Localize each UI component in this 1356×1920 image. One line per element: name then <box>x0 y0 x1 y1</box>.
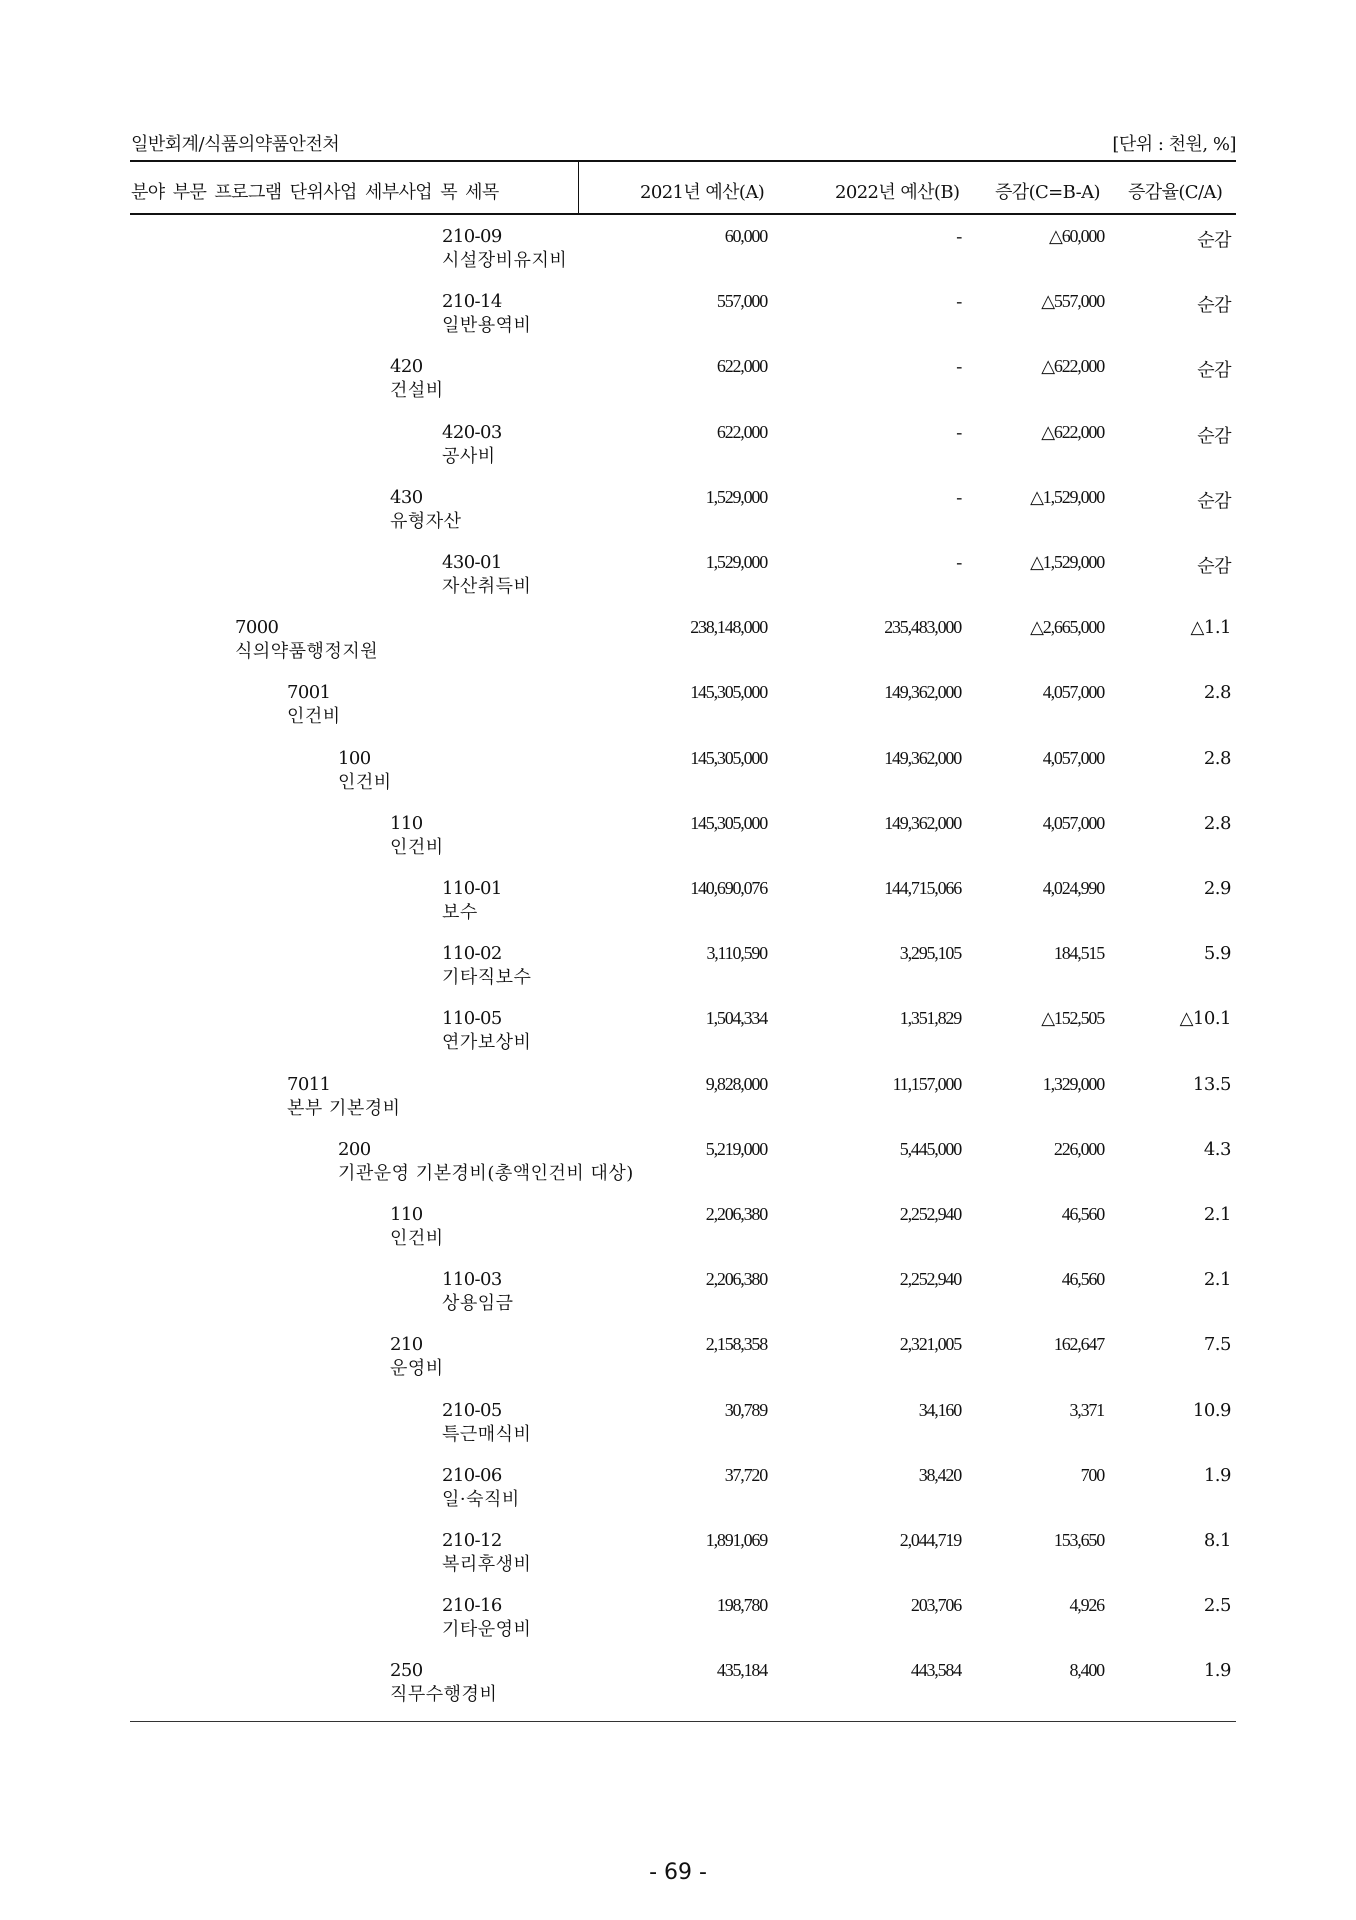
row-name: 인건비 <box>338 771 392 793</box>
table-top-rule <box>130 160 1236 162</box>
row-code: 110 <box>390 812 423 834</box>
row-2022-budget: 235,483,000 <box>884 617 961 638</box>
table-row <box>0 1269 1356 1329</box>
row-2022-budget: 11,157,000 <box>892 1073 961 1094</box>
row-2021-budget: 557,000 <box>716 291 767 312</box>
row-change-rate: 2.1 <box>1203 1204 1231 1225</box>
row-2022-budget: 1,351,829 <box>899 1008 961 1029</box>
row-2022-budget: - <box>956 356 961 377</box>
row-2022-budget: 2,252,940 <box>899 1269 961 1290</box>
row-code: 210 <box>390 1334 423 1356</box>
row-change-rate: 13.5 <box>1192 1073 1231 1095</box>
table-row <box>0 748 1356 808</box>
table-row <box>0 1530 1356 1590</box>
row-code: 250 <box>390 1660 423 1682</box>
row-difference: 3,371 <box>1069 1399 1104 1420</box>
row-difference: 4,057,000 <box>1042 747 1104 768</box>
row-difference: 46,560 <box>1061 1269 1104 1290</box>
row-name: 연가보상비 <box>442 1032 532 1054</box>
row-2021-budget: 145,305,000 <box>690 747 767 768</box>
row-2021-budget: 140,690,076 <box>690 878 767 898</box>
row-2022-budget: - <box>956 421 961 442</box>
row-difference: 1,329,000 <box>1042 1073 1104 1094</box>
row-change-rate: △1.1 <box>1190 617 1231 639</box>
row-name: 기타직보수 <box>442 967 532 989</box>
row-code: 200 <box>338 1138 371 1160</box>
row-name: 기타운영비 <box>442 1619 532 1641</box>
row-2021-budget: 145,305,000 <box>690 682 767 703</box>
row-2022-budget: - <box>956 291 961 312</box>
table-row <box>0 878 1356 938</box>
row-2022-budget: 2,252,940 <box>899 1204 961 1224</box>
row-2022-budget: 2,321,005 <box>899 1334 961 1355</box>
row-change-rate: 순감 <box>1197 230 1231 251</box>
row-difference: 226,000 <box>1053 1138 1104 1159</box>
table-row <box>0 1074 1356 1134</box>
row-code: 110 <box>390 1204 423 1225</box>
table-row <box>0 356 1356 416</box>
row-2021-budget: 2,158,358 <box>705 1334 767 1355</box>
table-row <box>0 1204 1356 1264</box>
row-2021-budget: 238,148,000 <box>690 617 767 638</box>
row-code: 210-14 <box>442 291 502 313</box>
row-change-rate: 순감 <box>1197 360 1231 382</box>
row-code: 210-12 <box>442 1530 502 1551</box>
row-change-rate: 순감 <box>1197 425 1231 447</box>
row-name: 특근매식비 <box>442 1423 532 1445</box>
row-2021-budget: 3,110,590 <box>706 943 767 964</box>
row-2021-budget: 435,184 <box>716 1660 767 1681</box>
row-difference: 4,057,000 <box>1042 682 1104 703</box>
table-row <box>0 552 1356 612</box>
row-change-rate: 5.9 <box>1203 943 1231 965</box>
table-row <box>0 1595 1356 1655</box>
row-name: 운영비 <box>390 1358 444 1380</box>
row-change-rate: 2.1 <box>1203 1269 1231 1291</box>
row-change-rate: 2.8 <box>1203 682 1231 704</box>
row-name: 보수 <box>442 902 478 923</box>
row-code: 7000 <box>235 617 279 639</box>
table-row <box>0 1660 1356 1720</box>
row-difference: 184,515 <box>1053 943 1104 964</box>
row-code: 110-05 <box>442 1008 502 1030</box>
row-change-rate: 2.8 <box>1203 747 1231 769</box>
table-row <box>0 1334 1356 1394</box>
row-change-rate: 8.1 <box>1203 1530 1231 1551</box>
row-2022-budget: 149,362,000 <box>884 682 961 703</box>
column-header-category: 분야 부문 프로그램 단위사업 세부사업 목 세목 <box>131 182 499 203</box>
row-name: 복리후생비 <box>442 1554 532 1575</box>
row-name: 일반용역비 <box>442 315 532 337</box>
row-difference: 162,647 <box>1053 1334 1104 1355</box>
row-2021-budget: 145,305,000 <box>690 812 767 833</box>
row-code: 210-09 <box>442 226 502 247</box>
table-bottom-rule <box>130 1721 1236 1722</box>
row-2021-budget: 5,219,000 <box>705 1138 767 1159</box>
row-code: 100 <box>338 747 371 769</box>
row-name: 인건비 <box>390 836 444 858</box>
row-difference: 4,024,990 <box>1042 878 1104 898</box>
row-change-rate: 2.5 <box>1203 1595 1231 1617</box>
row-2022-budget: 38,420 <box>918 1464 961 1485</box>
row-2021-budget: 2,206,380 <box>705 1204 767 1224</box>
row-difference: 153,650 <box>1053 1530 1104 1550</box>
row-2022-budget: 203,706 <box>910 1595 961 1616</box>
row-code: 110-02 <box>442 943 502 965</box>
row-code: 110-01 <box>442 878 502 899</box>
column-header-difference: 증감(C=B-A) <box>995 182 1100 203</box>
row-code: 110-03 <box>442 1269 502 1291</box>
row-2021-budget: 60,000 <box>724 226 767 246</box>
row-name: 기관운영 기본경비(총액인건비 대상) <box>338 1162 634 1184</box>
row-name: 식의약품행정지원 <box>235 641 379 663</box>
column-header-change-rate: 증감율(C/A) <box>1128 182 1223 203</box>
row-code: 420 <box>390 356 423 378</box>
row-name: 자산취득비 <box>442 576 532 597</box>
row-difference: △622,000 <box>1041 421 1104 442</box>
table-row <box>0 1139 1356 1199</box>
row-change-rate: 1.9 <box>1203 1464 1231 1486</box>
column-header-2021-budget: 2021년 예산(A) <box>640 182 765 203</box>
row-change-rate: 4.3 <box>1203 1138 1231 1160</box>
row-2022-budget: - <box>956 486 961 507</box>
row-code: 210-06 <box>442 1464 502 1486</box>
header-column-divider <box>578 161 579 213</box>
row-difference: △2,665,000 <box>1030 617 1104 638</box>
row-difference: △60,000 <box>1049 226 1104 246</box>
row-difference: △622,000 <box>1041 356 1104 377</box>
row-2021-budget: 9,828,000 <box>705 1073 767 1094</box>
row-difference: △557,000 <box>1041 291 1104 312</box>
row-difference: 700 <box>1080 1464 1104 1485</box>
row-2022-budget: 2,044,719 <box>899 1530 961 1550</box>
table-row <box>0 1465 1356 1525</box>
row-2021-budget: 622,000 <box>716 421 767 442</box>
column-header-2022-budget: 2022년 예산(B) <box>835 182 960 203</box>
row-name: 건설비 <box>390 380 444 402</box>
row-difference: 46,560 <box>1061 1204 1104 1224</box>
row-name: 시설장비유지비 <box>442 250 568 271</box>
table-row <box>0 617 1356 677</box>
table-row <box>0 422 1356 482</box>
row-2021-budget: 30,789 <box>724 1399 767 1420</box>
table-row <box>0 487 1356 547</box>
row-name: 인건비 <box>390 1228 444 1249</box>
row-2022-budget: 149,362,000 <box>884 812 961 833</box>
row-difference: 8,400 <box>1069 1660 1104 1681</box>
table-row <box>0 226 1356 286</box>
row-change-rate: 7.5 <box>1203 1334 1231 1356</box>
row-code: 210-05 <box>442 1399 502 1421</box>
row-difference: △152,505 <box>1041 1008 1104 1029</box>
section-title: 일반회계/식품의약품안전처 <box>131 134 340 155</box>
row-2021-budget: 37,720 <box>724 1464 767 1485</box>
table-row <box>0 943 1356 1003</box>
row-2022-budget: 3,295,105 <box>899 943 961 964</box>
table-header-rule <box>130 213 1236 215</box>
table-row <box>0 813 1356 873</box>
page-number: - 69 - <box>649 1860 707 1885</box>
row-name: 상용임금 <box>442 1293 514 1315</box>
row-code: 420-03 <box>442 421 502 443</box>
row-name: 인건비 <box>287 706 341 728</box>
row-code: 430 <box>390 486 423 508</box>
row-change-rate: 순감 <box>1197 295 1231 317</box>
row-2021-budget: 1,504,334 <box>705 1008 767 1029</box>
table-row <box>0 1400 1356 1460</box>
unit-label: [단위 : 천원, %] <box>1112 134 1236 155</box>
row-difference: △1,529,000 <box>1030 486 1104 507</box>
row-difference: △1,529,000 <box>1030 552 1104 572</box>
table-row <box>0 291 1356 351</box>
row-2022-budget: - <box>956 552 961 572</box>
row-2022-budget: 144,715,066 <box>884 878 961 898</box>
table-row <box>0 1008 1356 1068</box>
row-name: 공사비 <box>442 445 496 467</box>
row-code: 430-01 <box>442 552 502 573</box>
row-change-rate: 순감 <box>1197 490 1231 512</box>
row-difference: 4,926 <box>1069 1595 1104 1616</box>
row-name: 일·숙직비 <box>442 1488 520 1510</box>
row-code: 210-16 <box>442 1595 502 1617</box>
row-2022-budget: 443,584 <box>910 1660 961 1681</box>
row-2021-budget: 622,000 <box>716 356 767 377</box>
row-2021-budget: 2,206,380 <box>705 1269 767 1290</box>
row-name: 유형자산 <box>390 510 462 532</box>
row-2022-budget: 34,160 <box>918 1399 961 1420</box>
row-name: 본부 기본경비 <box>287 1097 401 1119</box>
row-2022-budget: - <box>956 226 961 246</box>
row-change-rate: 1.9 <box>1203 1660 1231 1682</box>
row-change-rate: △10.1 <box>1179 1008 1231 1030</box>
row-code: 7001 <box>287 682 331 704</box>
row-2021-budget: 1,529,000 <box>705 486 767 507</box>
row-difference: 4,057,000 <box>1042 812 1104 833</box>
row-change-rate: 순감 <box>1197 556 1231 577</box>
row-2022-budget: 149,362,000 <box>884 747 961 768</box>
row-code: 7011 <box>287 1073 331 1095</box>
row-2021-budget: 1,891,069 <box>705 1530 767 1550</box>
row-change-rate: 10.9 <box>1192 1399 1231 1421</box>
row-change-rate: 2.8 <box>1203 812 1231 834</box>
table-row <box>0 682 1356 742</box>
row-name: 직무수행경비 <box>390 1684 498 1706</box>
row-2021-budget: 1,529,000 <box>705 552 767 572</box>
row-change-rate: 2.9 <box>1203 878 1231 899</box>
row-2021-budget: 198,780 <box>716 1595 767 1616</box>
row-2022-budget: 5,445,000 <box>899 1138 961 1159</box>
